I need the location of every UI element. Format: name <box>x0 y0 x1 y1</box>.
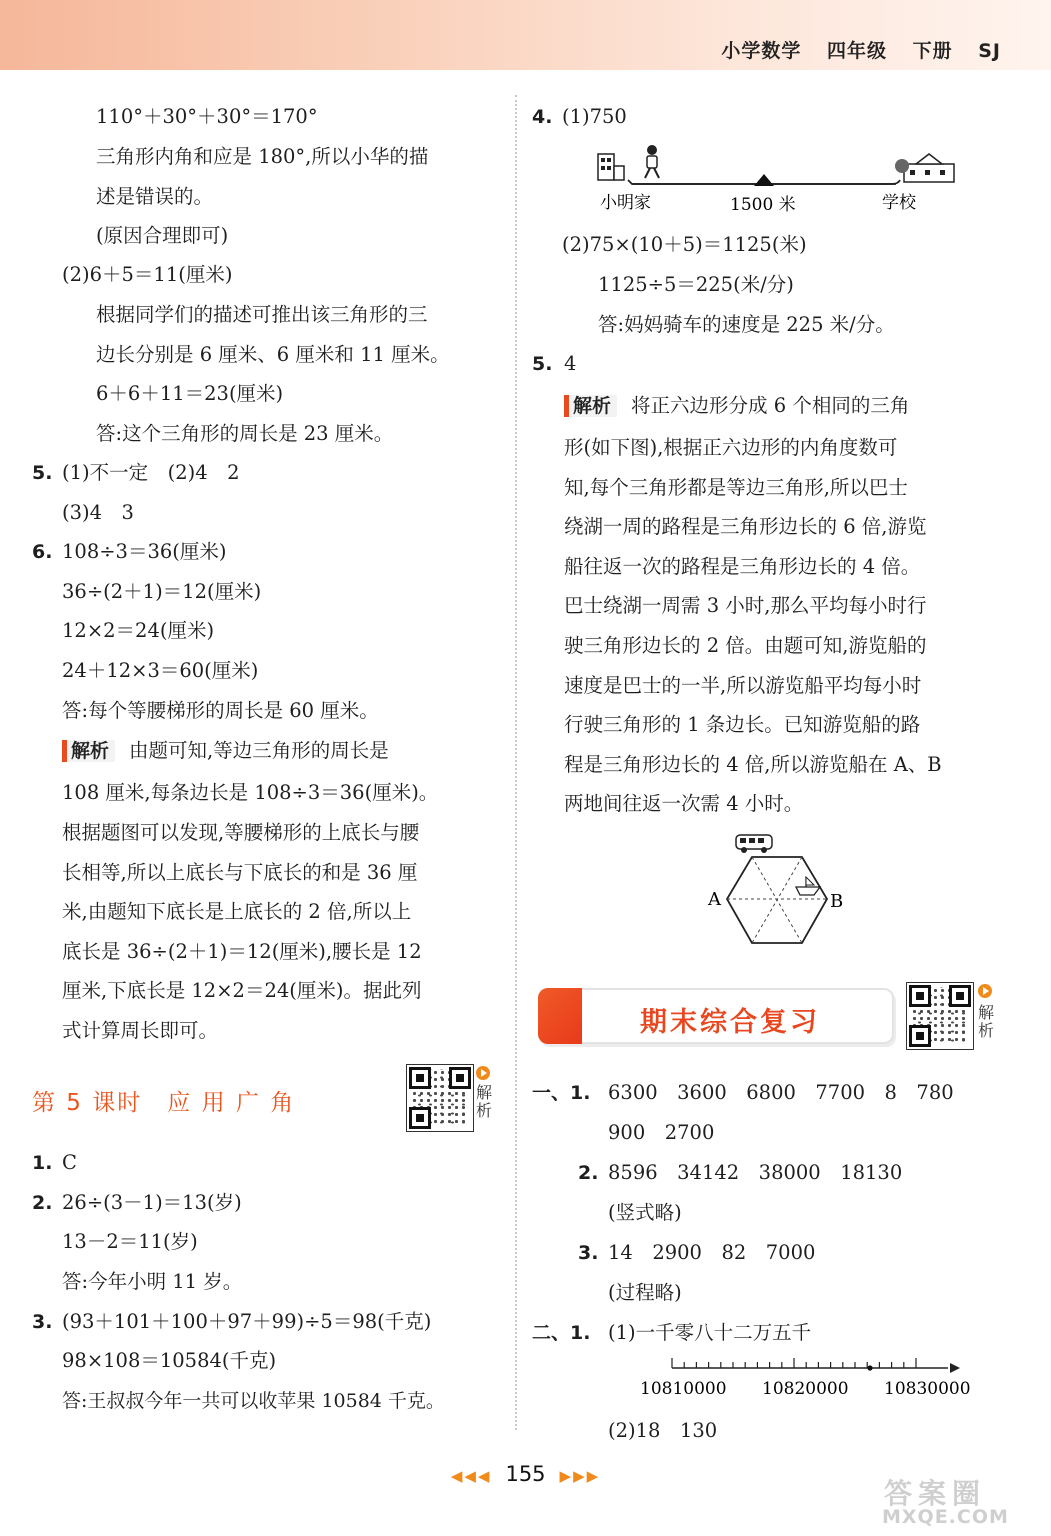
answer-line: 答:妈妈骑车的速度是 225 米/分。 <box>598 313 895 336</box>
analysis-line: 行驶三角形的 1 条边长。已知游览船的路 <box>564 713 921 736</box>
watermark-url: MXQE.COM <box>882 1506 1009 1528</box>
route-diagram <box>592 144 962 216</box>
answer-line: 108÷3＝36(厘米) <box>62 540 227 563</box>
analysis-line: 驶三角形边长的 2 倍。由题可知,游览船的 <box>564 634 927 657</box>
answer-line: 24＋12×3＝60(厘米) <box>62 659 259 682</box>
tick-label: 10810000 <box>640 1379 727 1399</box>
analysis-text: 由题可知,等边三角形的周长是 <box>129 739 389 762</box>
column-divider <box>515 95 517 1430</box>
header-grade: 四年级 <box>826 40 887 62</box>
analysis-line: 巴士绕湖一周需 3 小时,那么平均每小时行 <box>564 594 927 617</box>
analysis-line: 底长是 36÷(2＋1)＝12(厘米),腰长是 12 <box>62 940 422 963</box>
text-line: (原因合理即可) <box>96 224 229 247</box>
answer-line: 14 2900 82 7000 <box>608 1241 816 1264</box>
final-review-banner <box>538 988 894 1044</box>
walking-person-icon <box>645 145 659 178</box>
answer-line: 6300 3600 6800 7700 8 780 <box>608 1081 954 1104</box>
midpoint-triangle-icon <box>754 174 774 186</box>
question-number: 6. <box>32 541 53 563</box>
tick-label: 10830000 <box>884 1379 971 1399</box>
question-number: 3. <box>32 1311 53 1333</box>
analysis-line: 程是三角形边长的 4 倍,所以游览船在 A、B <box>564 753 942 776</box>
text-line: 边长分别是 6 厘米、6 厘米和 11 厘米。 <box>96 343 450 366</box>
answer-line: (竖式略) <box>608 1201 682 1224</box>
qr-label: 解析 <box>977 1003 994 1040</box>
marked-point <box>867 1365 872 1370</box>
analysis-line: 式计算周长即可。 <box>62 1019 219 1042</box>
analysis-line: 米,由题知下底长是上底长的 2 倍,所以上 <box>62 900 412 923</box>
analysis-line: 船往返一次的路程是三角形边长的 4 倍。 <box>564 555 921 578</box>
answer-line: 1125÷5＝225(米/分) <box>598 273 794 296</box>
banner-title: 期末综合复习 <box>640 1007 820 1038</box>
distance-label: 1500 米 <box>730 195 796 215</box>
answer-line: 答:每个等腰梯形的周长是 60 厘米。 <box>62 699 379 722</box>
analysis-line: 108 厘米,每条边长是 108÷3＝36(厘米)。 <box>62 781 439 804</box>
header-term: 下册 <box>912 40 953 62</box>
home-label: 小明家 <box>600 193 651 213</box>
header-subject: 小学数学 <box>721 40 802 62</box>
analysis-line: 绕湖一周的路程是三角形边长的 6 倍,游览 <box>564 515 927 538</box>
analysis-text: 将正六边形分成 6 个相同的三角 <box>631 394 910 417</box>
play-icon <box>476 1066 490 1080</box>
bus-icon <box>736 835 772 853</box>
text-line: 6＋6＋11＝23(厘米) <box>96 382 284 405</box>
analysis-tag: 解析 <box>564 395 617 417</box>
analysis-line: 厘米,下底长是 12×2＝24(厘米)。据此列 <box>62 979 422 1002</box>
question-number: 1. <box>32 1152 53 1174</box>
question-number: 5. <box>532 353 553 375</box>
qr-code[interactable] <box>406 1064 474 1132</box>
answer-line: (1)不一定 (2)4 2 <box>62 461 240 484</box>
analysis-line: 长相等,所以上底长与下底长的和是 36 厘 <box>62 861 418 884</box>
answer-line: (2)18 130 <box>608 1419 718 1442</box>
analysis-tag: 解析 <box>62 740 115 762</box>
answer-line: 答:王叔叔今年一共可以收苹果 10584 千克。 <box>62 1390 445 1412</box>
analysis-line: 形(如下图),根据正六边形的内角度数可 <box>564 436 898 459</box>
answer-line: (2)75×(10＋5)＝1125(米) <box>562 233 807 256</box>
qr-label: 解析 <box>475 1083 492 1120</box>
answer-line: 4 <box>564 352 577 375</box>
question-number: 2. <box>578 1162 599 1184</box>
answer-line: (过程略) <box>608 1281 682 1304</box>
answer-line: (1)750 <box>562 105 627 128</box>
point-b-label: B <box>830 891 844 912</box>
text-line: 述是错误的。 <box>96 185 214 208</box>
point-a-label: A <box>708 889 721 910</box>
question-number: 2. <box>32 1192 53 1214</box>
question-number: 3. <box>578 1242 599 1264</box>
qr-code[interactable] <box>906 982 974 1050</box>
answer-line: 900 2700 <box>608 1121 715 1144</box>
answer-line: 26÷(3－1)＝13(岁) <box>62 1191 242 1214</box>
answer-line: (1)一千零八十二万五千 <box>608 1321 812 1344</box>
analysis-line: 根据题图可以发现,等腰梯形的上底长与腰 <box>62 821 420 844</box>
text-line: 根据同学们的描述可推出该三角形的三 <box>96 303 428 326</box>
play-icon <box>978 984 992 998</box>
school-label: 学校 <box>882 193 916 213</box>
next-arrows-icon: ▶▶▶ <box>559 1467 601 1485</box>
answer-line: (3)4 3 <box>62 501 134 524</box>
lesson-title: 第 5 课时 应 用 广 角 <box>32 1090 296 1116</box>
school-icon <box>895 154 954 182</box>
book-header <box>703 36 1001 63</box>
watermark-text: 答案圈 <box>884 1477 987 1510</box>
section-number: 一、1. <box>532 1082 591 1104</box>
prev-arrows-icon: ◀◀◀ <box>450 1467 492 1485</box>
analysis-line: 速度是巴士的一半,所以游览船平均每小时 <box>564 674 922 697</box>
text-line: 110°＋30°＋30°＝170° <box>96 105 318 128</box>
text-line: (2)6＋5＝11(厘米) <box>62 263 233 286</box>
building-icon <box>598 154 624 180</box>
question-number: 5. <box>32 462 53 484</box>
question-number: 4. <box>532 106 553 128</box>
answer-line: 答:今年小明 11 岁。 <box>62 1270 243 1293</box>
answer-line: 12×2＝24(厘米) <box>62 619 215 642</box>
number-line <box>632 1352 992 1400</box>
answer-line: 98×108＝10584(千克) <box>62 1349 277 1372</box>
hexagon-diagram <box>702 831 862 957</box>
text-line: 三角形内角和应是 180°,所以小华的描 <box>96 145 429 168</box>
analysis-line: 两地间往返一次需 4 小时。 <box>564 792 804 815</box>
analysis-line: 知,每个三角形都是等边三角形,所以巴士 <box>564 476 908 499</box>
answer-line: 36÷(2＋1)＝12(厘米) <box>62 580 262 603</box>
page-number: 155 <box>505 1462 546 1486</box>
text-line: 答:这个三角形的周长是 23 厘米。 <box>96 422 394 445</box>
answer-line: 8596 34142 38000 18130 <box>608 1161 903 1184</box>
tick-label: 10820000 <box>762 1379 849 1399</box>
banner-accent <box>538 988 582 1044</box>
answer-line: C <box>62 1151 77 1174</box>
analysis-first-line <box>62 740 389 762</box>
analysis-first-line <box>564 395 909 417</box>
watermark-logo <box>876 1478 1036 1530</box>
answer-line: 13－2＝11(岁) <box>62 1230 198 1253</box>
section-number: 二、1. <box>532 1322 591 1344</box>
answer-line: (93＋101＋100＋97＋99)÷5＝98(千克) <box>62 1310 432 1333</box>
header-edition: SJ <box>978 40 1001 62</box>
